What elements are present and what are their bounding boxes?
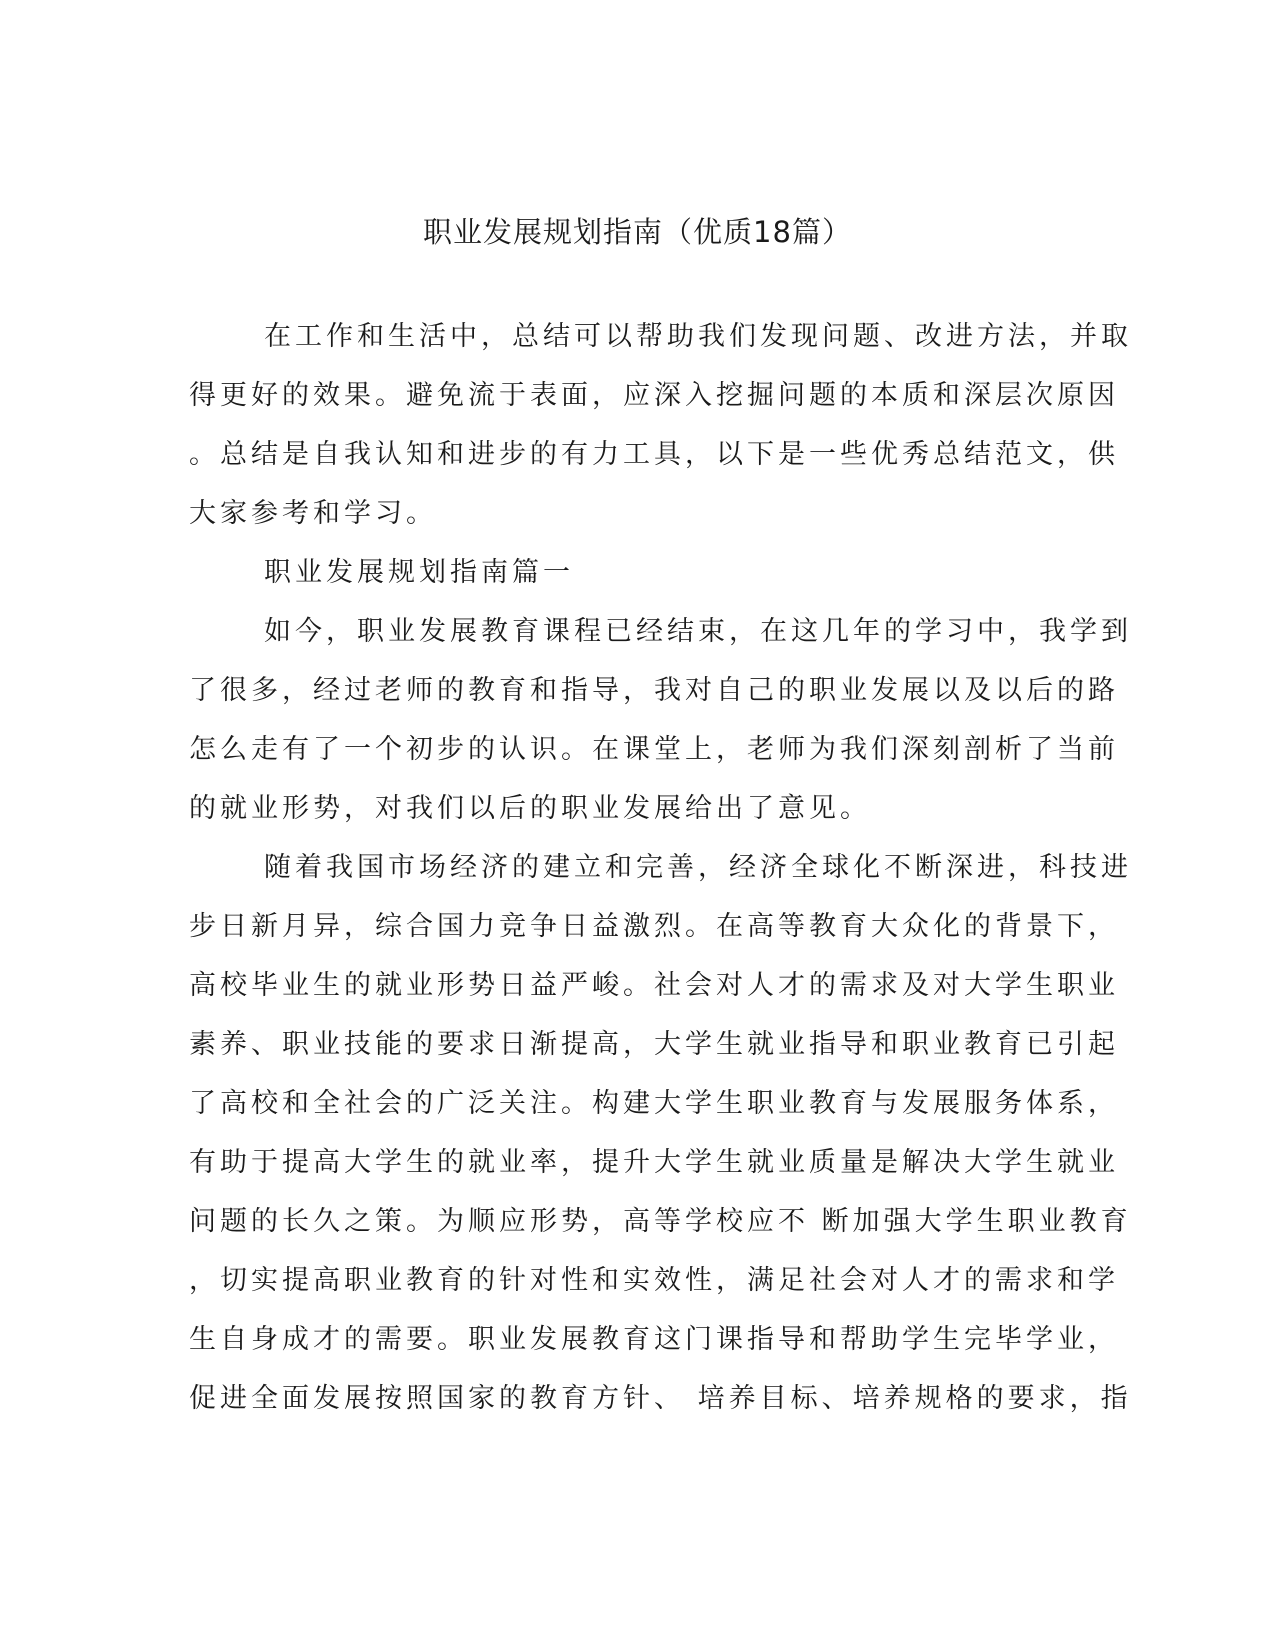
paragraph1-line-2: 了很多，经过老师的教育和指导，我对自己的职业发展以及以后的路 — [189, 675, 1119, 706]
paragraph1-line-1: 如今，职业发展教育课程已经结束，在这几年的学习中，我学到 — [264, 616, 1132, 647]
paragraph1-line-4: 的就业形势，对我们以后的职业发展给出了意见。 — [189, 793, 871, 824]
intro-line-1: 在工作和生活中，总结可以帮助我们发现问题、改进方法，并取 — [264, 321, 1132, 352]
paragraph2-line-6: 有助于提高大学生的就业率，提升大学生就业质量是解决大学生就业 — [189, 1147, 1119, 1178]
paragraph2-line-4: 素养、职业技能的要求日渐提高，大学生就业指导和职业教育已引起 — [189, 1029, 1119, 1060]
document-title: 职业发展规划指南（优质18篇） — [423, 215, 852, 249]
paragraph2-line-3: 高校毕业生的就业形势日益严峻。社会对人才的需求及对大学生职业 — [189, 970, 1119, 1001]
paragraph2-line-7: 问题的长久之策。为顺应形势，高等学校应不 断加强大学生职业教育 — [189, 1206, 1132, 1237]
paragraph1-line-3: 怎么走有了一个初步的认识。在课堂上，老师为我们深刻剖析了当前 — [189, 734, 1119, 765]
paragraph2-line-10: 促进全面发展按照国家的教育方针、 培养目标、培养规格的要求，指 — [189, 1383, 1132, 1414]
paragraph2-line-9: 生自身成才的需要。职业发展教育这门课指导和帮助学生完毕学业， — [189, 1324, 1119, 1355]
paragraph2-line-8: ，切实提高职业教育的针对性和实效性，满足社会对人才的需求和学 — [189, 1265, 1119, 1296]
section-heading: 职业发展规划指南篇一 — [264, 557, 574, 588]
paragraph2-line-1: 随着我国市场经济的建立和完善，经济全球化不断深进，科技进 — [264, 852, 1132, 883]
paragraph2-line-2: 步日新月异，综合国力竞争日益激烈。在高等教育大众化的背景下， — [189, 911, 1119, 942]
intro-line-3: 。总结是自我认知和进步的有力工具，以下是一些优秀总结范文，供 — [189, 439, 1119, 470]
intro-line-2: 得更好的效果。避免流于表面，应深入挖掘问题的本质和深层次原因 — [189, 380, 1119, 411]
paragraph2-line-5: 了高校和全社会的广泛关注。构建大学生职业教育与发展服务体系， — [189, 1088, 1119, 1119]
intro-line-4: 大家参考和学习。 — [189, 498, 437, 529]
